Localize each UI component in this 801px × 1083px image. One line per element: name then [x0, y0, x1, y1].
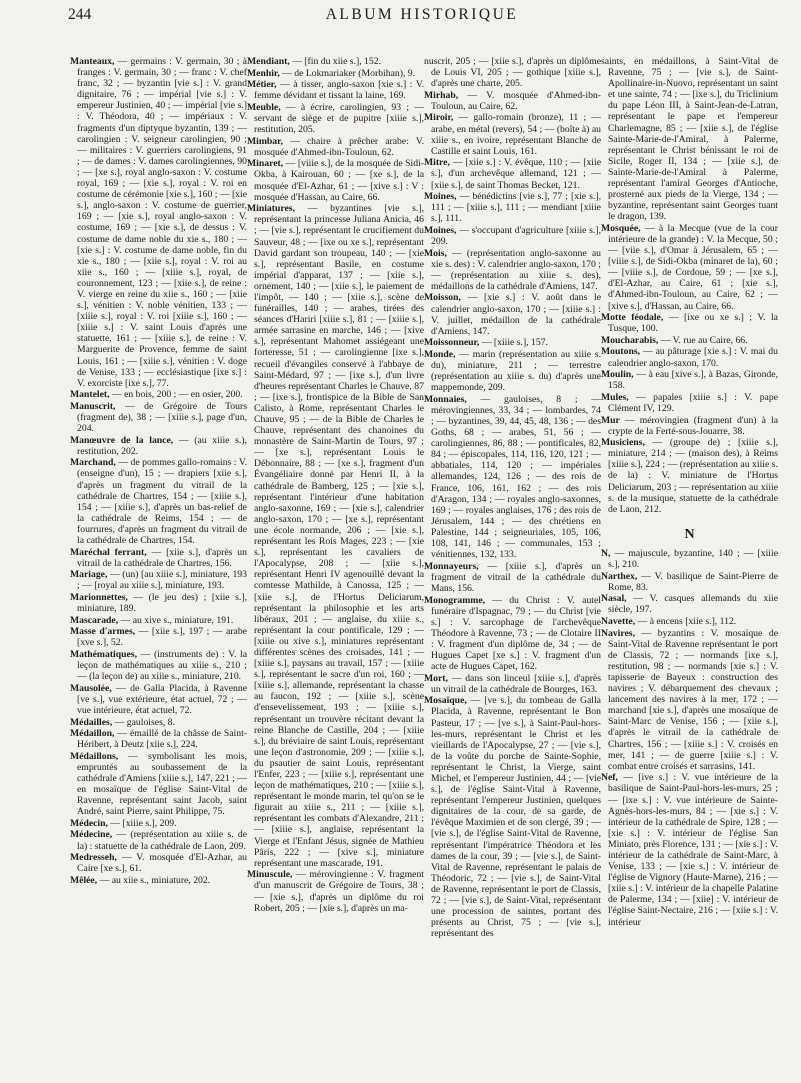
entry-headword: Monnaies, [424, 393, 467, 405]
index-entry [70, 852, 247, 874]
entry-text: — au pâturage [xie s.] : V. mai du calendrier anglo-saxon, 170. [608, 346, 778, 369]
entry-headword: Monogramme, [424, 594, 486, 606]
index-entry [424, 248, 601, 292]
index-entry [424, 90, 601, 112]
index-entry [247, 68, 424, 79]
index-entry [601, 548, 778, 570]
index-entry [424, 337, 601, 348]
index-entry [247, 136, 424, 158]
entry-text: — gauloises, 8. [112, 716, 175, 728]
index-columns [70, 56, 778, 1076]
entry-text: — de Galla Placida, à Ravenne [ve s.], vue extérieure, état actuel, 72 ; — vue intérieure, état actuel, 72. [77, 682, 247, 716]
entry-headword: Médailles, [70, 716, 113, 728]
entry-text: — en bois, 200 ; — en osier, 200. [109, 389, 243, 401]
entry-text: — (au xiiie s.), restitution, 202. [77, 434, 247, 457]
index-entry [601, 628, 778, 772]
index-entry [247, 869, 424, 913]
entry-headword: Mules, [601, 391, 629, 403]
entry-text: — au xive s., miniature, 191. [118, 614, 234, 626]
index-entry [70, 717, 247, 728]
entry-headword: Marchand, [70, 457, 116, 469]
entry-headword: Mirhab, [424, 89, 459, 101]
entry-headword: Monde, [424, 348, 456, 360]
entry-headword: Mois, [424, 247, 447, 259]
index-entry [601, 346, 778, 368]
index-entry [601, 56, 778, 222]
entry-headword: Mantelet, [70, 389, 110, 401]
index-entry [601, 392, 778, 414]
index-entry [247, 158, 424, 202]
entry-headword: Meuble, [247, 101, 281, 113]
entry-headword: Mausolée, [70, 682, 112, 694]
entry-text: — gauloises, 8 ; — mérovingiennes, 33, 34 ; — lombardes, 74 ; — byzantines, 39, 44, 45, 48, 136 ; — des Goths, 68 ; — arabes, 51, 56 ; — carolingiennes, 86, 88 ; — pontificales, 82, 84 ; — épiscopales, 114, 116, 120, 121 ; — abbatiales, 114, 120 ; — impériales allemandes, 124, 126 ; — des rois de France, 106, 161, 162 ; — des rois d'Aragon, 134 ; — royales anglo-saxonnes, 169 ; — royales anglaises, 176 ; des rois de Jérusalem, 144 ; — des chrétiens en Palestine, 144 ; seigneuriales, 105, 106, 108, 141, 146 ; — communales, 153 ; vénitiennes, 132, 133. [431, 393, 601, 561]
index-entry [424, 292, 601, 336]
entry-headword: Minaret, [247, 158, 284, 170]
entry-headword: Médecine, [70, 829, 113, 841]
entry-text: — [xiiie s.], 157. [479, 337, 548, 349]
entry-text: — byzantines [vie s.], représentant la princesse Juliana Anicia, 46 ; — [vie s.], représentant le crucifiement du Sauveur, 48 ; — [ixe ou xe s.], représentant David gardant son troupeau, 140 ; — [xie s.], représentant Basile, en costume impérial d'apparat, 137 ; — [xiie s.], ornement, 140 ; — [xiie s.], le paiement de l'impôt, — 140 ; — [xiie s.], scène de funérailles, 140 ; — arabes, tirées des séances d'Hariri [xiiie s.], 81 ; — [xiiie s.], armée sarrasine en marche, 146 ; — [xive s.], représentant Mahomet assiégeant une forteresse, 51 ; — carolingienne [ixe s.], recueil d'évangiles conservé à l'abbaye de Saint-Médard, 97 ; — [ixe s.], d'un livre d'heures représentant Charles le Chauve, 87 ; — [ixe s.], frontispice de la Bible de San Calisto, à Rome, représentant Charles le Chauve, 95 ; — de la Bible de Charles le Chauve, représentant des chanoines du monastère de Saint-Martin de Tours, 97 ; — [xe s.], représentant Louis le Débonnaire, 88 ; — [xe s.], fragment d'un Évangéliaire donné par Henri II, à la cathédrale de Bamberg, 125 ; — [xie s.], représentant l'intérieur d'une habitation anglo-saxonne, 169 ; — [xie s.], calendrier anglo-saxon, 170 ; — [xe s.], représentant une école normande, 206 ; — [xie s.], représentant les Rois Mages, 223 ; — [xie s.], représentant les cavaliers de l'Apocalypse, 208 ; — [xiie s.], représentant Henri IV agenouillé devant la comtesse Mathilde, à Canossa, 125 ; — [xiie s.], de l'Hortus Deliciarum, représentant la philosophie et les arts libéraux, 201 ; — anglaise, du xiiie s., représentant la cour pontificale, 129 ; — [xiiie ou xive s.], miniatures représentant différentes scènes des croisades, 141 ; — [xiiie s.], paysans au travail, 157 ; — [xiiie s.], représentant le sacre d'un roi, 160 ; — [xiiie s.], allemande, représentant la chasse au faucon, 192 ; — [xiiie s.], scène d'ensevelissement, 193 ; — [xiiie s.], représentant un trouvère récitant devant la reine Blanche de Castille, 204 ; — [xiiie s.], du bréviaire de saint Louis, représentant une leçon d'astronomie, 209 ; — [xiiie s.], du psautier de saint Louis, représentant l'Enfer, 223 ; — [xiiie s.], représentant une leçon de mathématiques, 210 ; — [xiiie s.], représentant le monde marin, tel qu'on se le figurait au xiiie s., 211 ; — [xiiie s.], représentant les combats d'Alexandre, 211 ; — [xiiie s.], anglaise, représentant la Vierge et l'Enfant Jésus, signée de Mathieu Pâris, 222 ; — [xive s.], miniature représentant une mascarade, 191. [254, 203, 424, 869]
entry-headword: Mariage, [70, 569, 108, 581]
entry-text: nuscrit, 205 ; — [xiie s.], d'après un diplôme de Louis VI, 205 ; — gothique [xiiie s.], d'après une charte, 205. [424, 56, 601, 90]
index-entry [70, 615, 247, 626]
entry-headword: Médecin, [70, 817, 108, 829]
entry-headword: Moissonneur, [424, 337, 480, 349]
entry-headword: Manœuvre de la lance, [70, 434, 174, 446]
entry-text: — émaillé de la châsse de Saint-Héribert, à Deutz [xiie s.], 224. [77, 728, 247, 751]
entry-text: — V. mosquée d'Ahmed-ibn-Touloun, au Caire, 62. [431, 89, 601, 112]
entry-text: — [ve s.], du tombeau de Galla Placida, à Ravenne, représentant le Bon Pasteur, 17 ; — [ve s.], à Saint-Paul-hors-les-murs, représentant le Christ et les vieillards de l'Apocalypse, 27 ; — [vie s.], de la voûte du porche de Sainte-Sophie, représentant le Christ, la Vierge, saint Michel, et l'empereur Justinien, 44 ; — [vie s.], de l'église Saint-Vital à Ravenne, représentant l'empereur Justinien, quelques dignitaires de la cour, de sa garde, de l'évêque Maximien et de son clergé, 39 ; — [vie s.], de l'église Saint-Vital de Ravenne, représentant l'impératrice Théodora et les dames de la cour, 39 ; — [vie s.], de Saint-Vital de Ravenne, représentant le palais de Théodoric, 72 ; — [vie s.], de Saint-Vital de Ravenne, représentant le port de Classis, 72 ; — [vie s.], de Saint-Vital, représentant une procession de saintes, portant des présents au Christ, 75 ; — [vie s.], représentant des [431, 695, 601, 940]
entry-headword: Musiciens, [601, 437, 645, 449]
index-entry [70, 649, 247, 682]
column-2 [247, 56, 424, 1076]
index-entry [424, 56, 601, 89]
index-entry [601, 335, 778, 346]
entry-headword: Nasal, [601, 593, 627, 605]
index-entry [424, 595, 601, 673]
entry-headword: N, [601, 547, 611, 559]
column-4 [601, 56, 778, 1076]
page-title: ALBUM HISTORIQUE [325, 6, 519, 23]
entry-headword: Navette, [601, 616, 636, 627]
index-entry [601, 437, 778, 515]
entry-headword: Menhir, [247, 67, 280, 79]
entry-text: — de pommes gallo-romains : V. (enseigne d'un), 15 ; — drapiers [xiie s.], d'après un fragment du vitrail de la cathédrale de Chartres, 154 ; — [xiiie s.], 154 ; — [xiiie s.], d'après un bas-relief de la cathédrale de Reims, 154 ; — de fourrures, d'après un fragment du vitrail de la cathédrale de Chartres, 154. [77, 457, 247, 547]
entry-headword: Mascarade, [70, 614, 119, 626]
entry-headword: Miniatures, [247, 203, 295, 215]
index-entry [424, 112, 601, 156]
index-entry [70, 751, 247, 818]
entry-headword: Navires, [601, 627, 635, 639]
entry-text: — germains : V. germain, 30 ; à franges : V. germain, 30 ; — franc : V. chef franc, 32 ; — byzantin [vie s.] : V. grand dignitaire, 76 ; — impérial [vie s.] : V. empereur Justinien, 40 ; — impérial [vie s.] : V. Théodora, 40 ; — impériaux : V. fragments d'un diptyque byzantin, 139 ; — carolingien : V. seigneur carolingien, 90 ; — militaires : V. guerriers carolingiens, 91 ; — de dames : V. dames carolingiennes, 90 ; — [xe s.], royal anglo-saxon : V. costume royal, 169 ; — [xie s.], royal : V. roi en costume de cérémonie [xie s.], 160 ; — [xie s.], anglo-saxon : V. costume de guerrier, 169 ; — [xie s.], royal anglo-saxon : V. costume, 169 ; — [xie s.], de dessus : V. costume de dame noble du xie s., 180 ; — [xie s.] : V. costume de dame noble, fin du xie s., 180 ; — [xiie s.], royal : V. roi au xiie s., 160 ; — [xiiie s.], royal, de couronnement, 123 ; — [xiie s.], de reine : V. vierge en reine du xiie s., 160 ; — [xiie s.], vénitien : V. noble vénitien, 133 ; — [xiiie s.], royal : V. roi [xiiie s.], 160 ; — [xiiie s.] : V. saint Louis d'après une statuette, 161 ; — [xiiie s.], de reine : V. Marguerite de Provence, femme de saint Louis, 161 ; — [xiiie s.], vénitien : V. doge de Venise, 133 ; — ecclésiastique [ixe s.] : V. exorciste [ixe s.], 77. [77, 56, 247, 389]
entry-text: — byzantins : V. mosaïque de Saint-Vital de Ravenne représentant le port de Classis, 72 ; — normands [ixe s.], restitution, 98 ; — normands [xie s.] : V. tapisserie de Bayeux : construction des navires ; V. débarquement des chevaux ; lancement des navires à la mer, 172 ; — marchand [xie s.], d'après une mosaïque de Saint-Marc de Venise, 156 ; — [xiie s.], d'après le vitrail de la cathédrale de Chartres, 156 ; — [xiiie s.] : V. croisés en mer, 141 ; — de guerre [xiiie s.] : V. combat entre croisés et sarrasins, 141. [608, 627, 778, 772]
entry-text: — mérovingien (fragment d'un) à la crypte de la Ferté-sous-Jouarre, 38. [608, 414, 778, 437]
index-entry [424, 394, 601, 560]
entry-text: — de Lokmariaker (Morbihan), 9. [279, 67, 416, 79]
entry-text: — (groupe de) ; [xiiie s.], miniature, 214 ; — (maison des), à Reims [xiiie s.], 224 ; — (représentation au xiiie s. de la) : V. miniature de l'Hortus Deliciarum, 203 ; — représentation au xiiie s. de la musique, statuette de la cathédrale de Laon, 212. [608, 437, 778, 515]
entry-text: — gallo-romain (bronze), 11 ; — arabe, en métal (revers), 54 ; — (boîte à) au xiiie s., en ivoire, représentant Blanche de Castille et saint Louis, 161. [431, 112, 601, 157]
page-number: 244 [68, 6, 92, 23]
entry-text: — (instruments de) : V. la leçon de mathématiques au xiiie s., 210 ; — (la leçon de) au xiiie s., miniature, 210. [77, 648, 247, 683]
entry-text: — [viiie s.], de la mosquée de Sidi-Okba, à Kairouan, 60 ; — [xe s.], de la mosquée d'El-Azhar, 61 ; — [xive s.] : V : mosquée d'Hassan, au Caire, 66. [254, 158, 424, 203]
entry-text: — symbolisant les mois, empruntés au soubassement de la cathédrale d'Amiens [xiiie s.], 147, 221 ; — en mosaïque de l'église Saint-Vital de Ravenne, représentant saint Jacob, saint André, saint Pierre, saint Philippe, 75. [77, 750, 247, 818]
entry-headword: Mosquée, [601, 222, 641, 234]
column-1 [70, 56, 247, 1076]
index-entry [247, 203, 424, 869]
index-entry [70, 547, 247, 569]
entry-text: — [xiiie s.], d'après un fragment de vitrail de la cathédrale du Mans, 156. [431, 560, 601, 594]
entry-text: — [fin du xiie s.], 152. [289, 56, 382, 67]
index-entry [70, 457, 247, 546]
entry-headword: Moutons, [601, 346, 641, 358]
index-entry [247, 102, 424, 135]
entry-text: — V. mosquée d'El-Azhar, au Caire [xe s.], 61. [77, 852, 247, 875]
entry-text: — du Christ : V. autel funéraire d'Ispagnac, 79 ; — du Christ [vie s.] : V. sarcophage de l'archevêque Théodore à Ravenne, 73 ; — de Clotaire II : V. fragment d'un diplôme de, 34 ; — de Hugues Capet [xe s.] : V. fragment d'un acte de Hugues Capet, 162. [431, 594, 601, 673]
entry-text: — [xiie s.] : V. évêque, 110 ; — [xiie s.], d'un archevêque allemand, 121 ; — [xiie s.], de saint Thomas Becket, 121. [431, 157, 601, 191]
index-entry [70, 875, 247, 886]
entry-headword: Minuscule, [247, 869, 293, 881]
index-entry [424, 673, 601, 695]
section-letter: N [684, 526, 695, 542]
index-entry [70, 626, 247, 648]
entry-text: — à la Mecque (vue de la cour intérieure de la grande) : V. la Mecque, 50 ; — [viie s.], d'Omar à Jérusalem, 65 ; — [viiie s.], de Sidi-Okba (minaret de la), 60 ; — [viiie s.], de Cordoue, 59 ; — [xe s.], d'El-Azhar, au Caire, 61 ; [xie s.], d'Ahmed-ibn-Touloun, au Caire, 62 ; — [xive s.], d'Hassan, au Caire, 66. [608, 222, 778, 312]
entry-headword: Mimbar, [247, 135, 283, 147]
entry-text: — V. rue au Caire, 66. [658, 334, 748, 346]
entry-headword: Moines, [424, 191, 457, 203]
entry-headword: Mur [601, 414, 620, 426]
entry-headword: Masse d'armes, [70, 626, 136, 638]
index-entry [247, 56, 424, 67]
index-entry [70, 435, 247, 457]
index-entry [70, 56, 247, 389]
entry-text: — (représentation au xiiie s. de la) : statuette de la cathédrale de Laon, 209. [77, 829, 247, 852]
index-entry [424, 191, 601, 224]
entry-headword: Miroir, [424, 112, 454, 124]
entry-text: — à tisser, anglo-saxon [xie s.] : V. femme dévidant et tissant la laine, 169. [254, 79, 424, 102]
entry-headword: Monnayeurs, [424, 560, 479, 572]
entry-text: — majuscule, byzantine, 140 ; — [xiiie s.], 210. [608, 547, 778, 571]
entry-text: — (un) [au xiiie s.], miniature, 193 ; — [royal au xiiie s.], miniature, 193. [77, 569, 247, 592]
entry-headword: Moisson, [424, 292, 461, 304]
entry-text: — chaire à prêcher arabe: V. mosquée d'Ahmed-ibn-Touloun, 62. [254, 135, 424, 158]
entry-headword: Mêlée, [70, 874, 98, 886]
entry-text: — [xiie s.], d'après un vitrail de la cathédrale de Chartres, 156. [77, 546, 247, 569]
entry-headword: Narthex, [601, 570, 638, 582]
entry-headword: Métier, [247, 79, 277, 91]
entry-text: — papales [xiiie s.] : V. pape Clément IV, 129. [608, 391, 778, 414]
entry-headword: Motte féodale, [601, 312, 664, 324]
entry-text: — dans son linceul [xiiie s.], d'après un vitrail de la cathédrale de Bourges, 163. [431, 672, 601, 695]
entry-headword: Marionnettes, [70, 592, 128, 603]
entry-text: — [ixe ou xe s.] ; V. la Tusque, 100. [608, 312, 778, 335]
index-entry [424, 349, 601, 393]
entry-headword: Moines, [424, 224, 457, 236]
index-entry [70, 569, 247, 591]
entry-text: — mérovingienne : V. fragment d'un manuscrit de Grégoire de Tours, 38 ; — [xie s.], d'après un diplôme du roi Robert, 205 ; — [xie s.], d'après un ma- [254, 869, 424, 914]
entry-text: saints, en médaillons, à Saint-Vital de Ravenne, 75 ; — [vie s.], de Saint-Apollinaire-in-Nuovo, représentant un saint et une sainte, 74 ; — [ixe s.], du Triclinium du pape Léon III, à Saint-Jean-de-Latran, représentant le pape et l'empereur Charlemagne, 85 ; — [xiie s.], de l'église Sainte-Marie-de-l'Amiral, à Palerme, représentant le Christ bénissant le roi de Sicile, Roger II, 134 ; — [xiie s.], de Sainte-Marie-de-l'Amiral à Palerme, représentant l'amiral Georges d'Antioche, prosterné aux pieds de la Vierge, 134 ; — byzantine, représentant saint Georges tuant le dragon, 139. [601, 56, 778, 223]
index-entry [70, 592, 247, 614]
index-entry [601, 369, 778, 391]
index-entry [424, 561, 601, 594]
entry-text: — [xiie s.], 197 ; — arabe [xve s.], 52. [77, 626, 247, 649]
index-entry [601, 772, 778, 927]
entry-text: — [xiiie s.], 209. [107, 817, 177, 829]
entry-headword: Moucharabis, [601, 334, 659, 346]
index-entry [601, 616, 778, 627]
entry-text: — V. basilique de Saint-Pierre de Rome, 83. [608, 570, 778, 593]
entry-text: — s'occupant d'agriculture [xiiie s.], 209. [431, 224, 601, 247]
index-entry [601, 593, 778, 615]
entry-headword: Médaillons, [70, 750, 119, 762]
entry-text: — à eau [xive s.], à Bazas, Gironde, 158. [608, 369, 778, 392]
index-entry [601, 415, 778, 437]
index-entry [424, 695, 601, 939]
index-entry [424, 225, 601, 247]
index-entry [70, 683, 247, 716]
index-entry [601, 571, 778, 593]
entry-headword: Manuscrit, [70, 400, 116, 412]
index-entry [70, 829, 247, 851]
index-entry [601, 223, 778, 312]
entry-headword: Mitre, [424, 157, 450, 169]
entry-text: — V. casques allemands du xiie siècle, 197. [608, 593, 778, 616]
entry-text: — à écrire, carolingien, 93 ; — servant de siège et de pupitre [xiiie s.], restitution, 205. [254, 101, 424, 136]
entry-text: — [ive s.] : V. vue intérieure de la basilique de Saint-Paul-hors-les-murs, 25 ; — [ixe s.] : V. vue intérieure de Sainte-Agnès-hors-les-murs, 84 ; — [xie s.] : V. intérieur de la cathédrale de Spire, 128 ; — [xie s.] : V. intérieur de l'église San Miniato, près Florence, 131 ; — [xie s.] : V. intérieur de la cathédrale de Saint-Marc, à Venise, 133 ; — [xie s.] : V. intérieur de l'église de Vignory (Haute-Marne), 216 ; — [xiie s.] : V. intérieur de la chapelle Palatine de Palerme, 134 ; — [xiie] : V. intérieur de l'église Saint-Nectaire, 216 ; — [xiie s.] : V. intérieur [608, 772, 778, 928]
entry-headword: Mendiant, [247, 56, 290, 67]
entry-text: — au xiie s., miniature, 202. [97, 874, 211, 886]
entry-headword: Manteaux, [70, 56, 115, 67]
index-entry [601, 312, 778, 334]
entry-text: — (le jeu des) ; [xiie s.], miniature, 189. [77, 592, 247, 615]
entry-headword: Nef, [601, 772, 618, 784]
index-entry [70, 401, 247, 434]
entry-headword: Mort, [424, 672, 448, 684]
index-entry [70, 389, 247, 400]
index-entry [247, 79, 424, 101]
entry-headword: Maréchal ferrant, [70, 546, 147, 558]
index-entry [70, 818, 247, 829]
entry-text: — [xie s.] : V. août dans le calendrier anglo-saxon, 170 ; — [xiiie s.] : V. juillet, médaillon de la cathédrale d'Amiens, 147. [431, 292, 601, 337]
index-entry [70, 728, 247, 750]
page-header [68, 6, 776, 26]
entry-text: — bénédictins [vie s.], 77 ; [xie s.], 111 ; — [xiiie s.], 111 ; — mendiant [xiiie s.], 111. [431, 191, 601, 225]
index-entry [424, 157, 601, 190]
column-3 [424, 56, 601, 1076]
entry-text: — à encens [xiie s.], 112. [635, 616, 737, 627]
entry-headword: Mosaïque, [424, 695, 467, 707]
entry-headword: Medresseh, [70, 852, 117, 864]
entry-text: — marin (représentation au xiiie s. du), miniature, 211 ; — terrestre (représentation au xiiie s. du) d'après une mappemonde, 209. [431, 348, 601, 394]
entry-headword: Médaillon, [70, 728, 115, 740]
entry-text: — de Grégoire de Tours (fragment de), 38 ; — [xiiie s.], page d'un, 204. [77, 400, 247, 435]
entry-text: — (représentation anglo-saxonne au xie s. des) : V. calendrier anglo-saxon, 170 ; — (représentation au xiiie s. des), médaillons de la cathédrale d'Amiens, 147. [431, 247, 601, 292]
entry-headword: Moulin, [601, 369, 634, 381]
entry-headword: Mathématiques, [70, 648, 137, 660]
